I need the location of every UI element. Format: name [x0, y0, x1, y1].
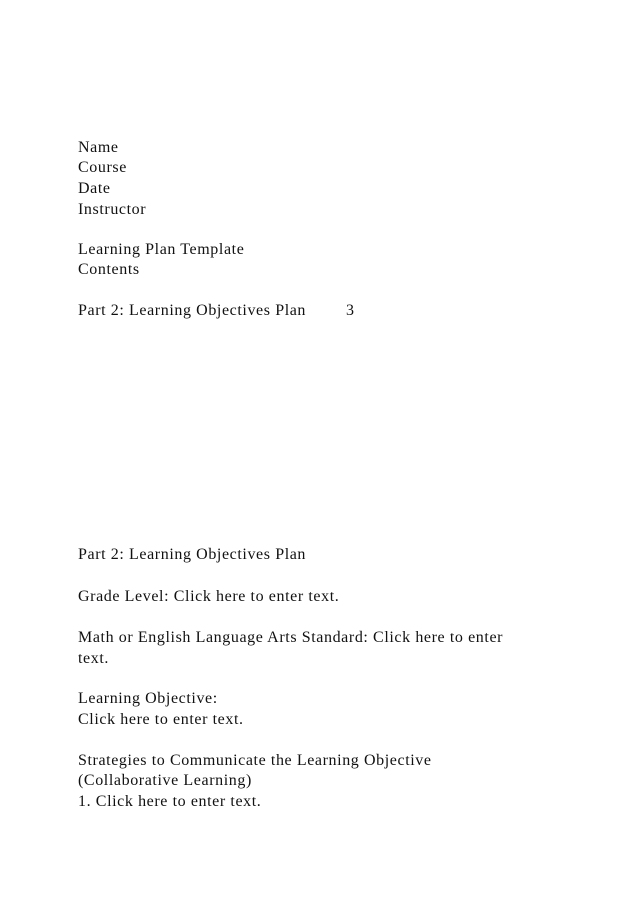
course-label: Course: [78, 159, 127, 176]
instructor-label: Instructor: [78, 201, 147, 218]
standard-field[interactable]: Math or English Language Arts Standard: Click here to enter: [78, 629, 504, 646]
grade-level-field[interactable]: Grade Level: Click here to enter text.: [78, 588, 340, 605]
toc-entry-page: 3: [346, 302, 355, 319]
document-title: Learning Plan Template: [78, 241, 245, 258]
learning-objective-label: Learning Objective:: [78, 690, 218, 707]
strategies-heading: Strategies to Communicate the Learning Objective: [78, 752, 432, 769]
strategy-item-field[interactable]: 1. Click here to enter text.: [78, 793, 262, 810]
contents-heading: Contents: [78, 261, 140, 278]
name-label: Name: [78, 139, 119, 156]
standard-field-continued[interactable]: text.: [78, 650, 109, 667]
learning-objective-field[interactable]: Click here to enter text.: [78, 711, 244, 728]
toc-entry-label: Part 2: Learning Objectives Plan: [78, 302, 307, 319]
strategies-subheading: (Collaborative Learning): [78, 772, 252, 789]
date-label: Date: [78, 180, 111, 197]
section-heading: Part 2: Learning Objectives Plan: [78, 546, 307, 563]
